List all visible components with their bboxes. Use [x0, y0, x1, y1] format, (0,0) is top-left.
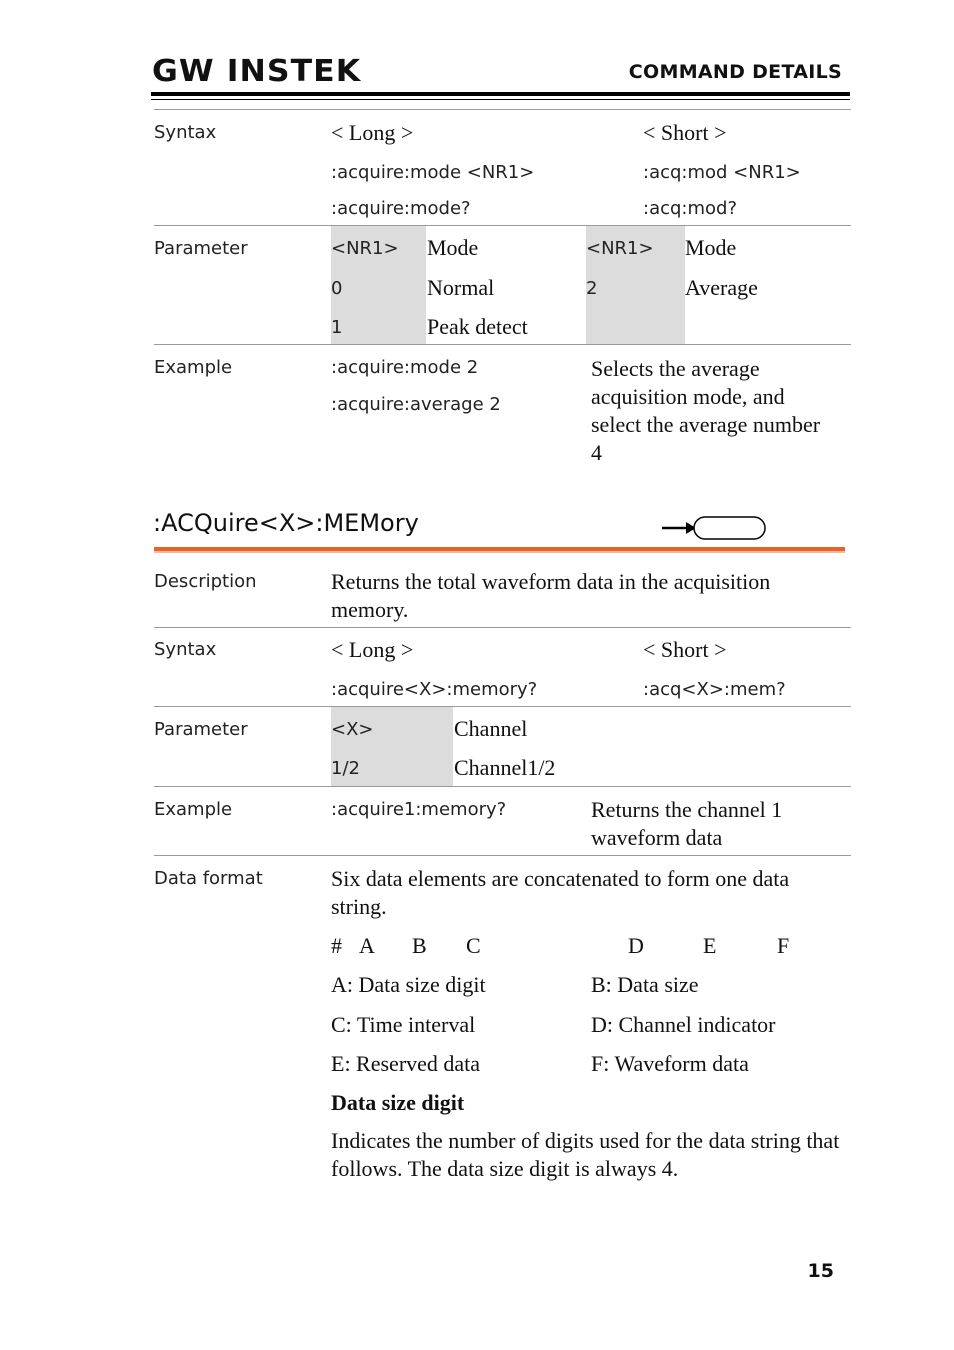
param-value: Average	[685, 275, 758, 300]
data-format-intro: Six data elements are concatenated to form one data string.	[331, 866, 790, 919]
param-key: 0	[331, 278, 343, 299]
param-value: Normal	[427, 275, 495, 300]
syntax-short-query: :acq<X>:mem?	[643, 679, 786, 700]
row-label-description: Description	[154, 571, 257, 592]
format-item: B: Data size	[591, 972, 699, 997]
param-key: 2	[586, 278, 598, 299]
row-label-parameter: Parameter	[154, 238, 248, 259]
param-head-key: <NR1>	[586, 238, 654, 259]
example-command: :acquire:mode 2	[331, 357, 479, 378]
table-divider	[154, 786, 851, 787]
row-label-syntax: Syntax	[154, 122, 217, 143]
description-text: Returns the total waveform data in the acquisition memory.	[331, 569, 771, 622]
command-title: :ACQuire<X>:MEMory	[153, 509, 419, 537]
header-rule-thick	[151, 92, 850, 96]
syntax-long-set: :acquire:mode <NR1>	[331, 162, 535, 183]
param-value: Channel1/2	[454, 755, 556, 780]
syntax-long-query: :acquire:mode?	[331, 198, 471, 219]
sub-text: Indicates the number of digits used for the data string that follows. The data size digit is always 4.	[331, 1128, 840, 1181]
row-label-data-format: Data format	[154, 868, 263, 889]
row-label-example: Example	[154, 799, 233, 820]
format-letter: #	[331, 933, 342, 958]
format-item: F: Waveform data	[591, 1051, 749, 1076]
table-divider	[154, 344, 851, 345]
format-item: A: Data size digit	[331, 972, 486, 997]
page-number: 15	[807, 1260, 834, 1282]
table-divider	[154, 109, 851, 110]
row-label-syntax: Syntax	[154, 639, 217, 660]
example-description: Selects the average acquisition mode, and select the average number 4	[591, 356, 821, 465]
syntax-long-query: :acquire<X>:memory?	[331, 679, 538, 700]
example-description: Returns the channel 1 waveform data	[591, 797, 783, 850]
format-letter: B	[412, 933, 427, 958]
syntax-long-header: < Long >	[331, 637, 414, 662]
table-divider	[154, 855, 851, 856]
format-item: D: Channel indicator	[591, 1012, 776, 1037]
param-key: 1/2	[331, 758, 360, 779]
table-divider	[154, 706, 851, 707]
param-head-key: <NR1>	[331, 238, 399, 259]
query-arrow-icon	[660, 514, 768, 542]
brand-logo: GW INSTEK	[152, 54, 362, 89]
title-underline-light	[154, 551, 845, 553]
example-command: :acquire1:memory?	[331, 799, 507, 820]
table-divider	[154, 225, 851, 226]
param-head-value: Mode	[685, 235, 737, 260]
header-rule-thin	[151, 99, 850, 100]
row-label-parameter: Parameter	[154, 719, 248, 740]
syntax-long-header: < Long >	[331, 120, 414, 145]
syntax-short-header: < Short >	[643, 637, 727, 662]
param-head-value: Channel	[454, 716, 528, 741]
format-letter: C	[466, 933, 481, 958]
table-divider	[154, 627, 851, 628]
syntax-short-query: :acq:mod?	[643, 198, 738, 219]
format-letter: F	[777, 933, 790, 958]
syntax-short-set: :acq:mod <NR1>	[643, 162, 801, 183]
section-title: COMMAND DETAILS	[628, 61, 842, 83]
syntax-short-header: < Short >	[643, 120, 727, 145]
format-letter: A	[359, 933, 375, 958]
format-letter: E	[703, 933, 717, 958]
param-head-value: Mode	[427, 235, 479, 260]
format-item: E: Reserved data	[331, 1051, 481, 1076]
format-letter: D	[628, 933, 644, 958]
param-key: 1	[331, 317, 343, 338]
row-label-example: Example	[154, 357, 233, 378]
format-item: C: Time interval	[331, 1012, 476, 1037]
param-head-key: <X>	[331, 719, 374, 740]
sub-heading: Data size digit	[331, 1090, 465, 1115]
param-value: Peak detect	[427, 314, 528, 339]
example-command: :acquire:average 2	[331, 394, 501, 415]
